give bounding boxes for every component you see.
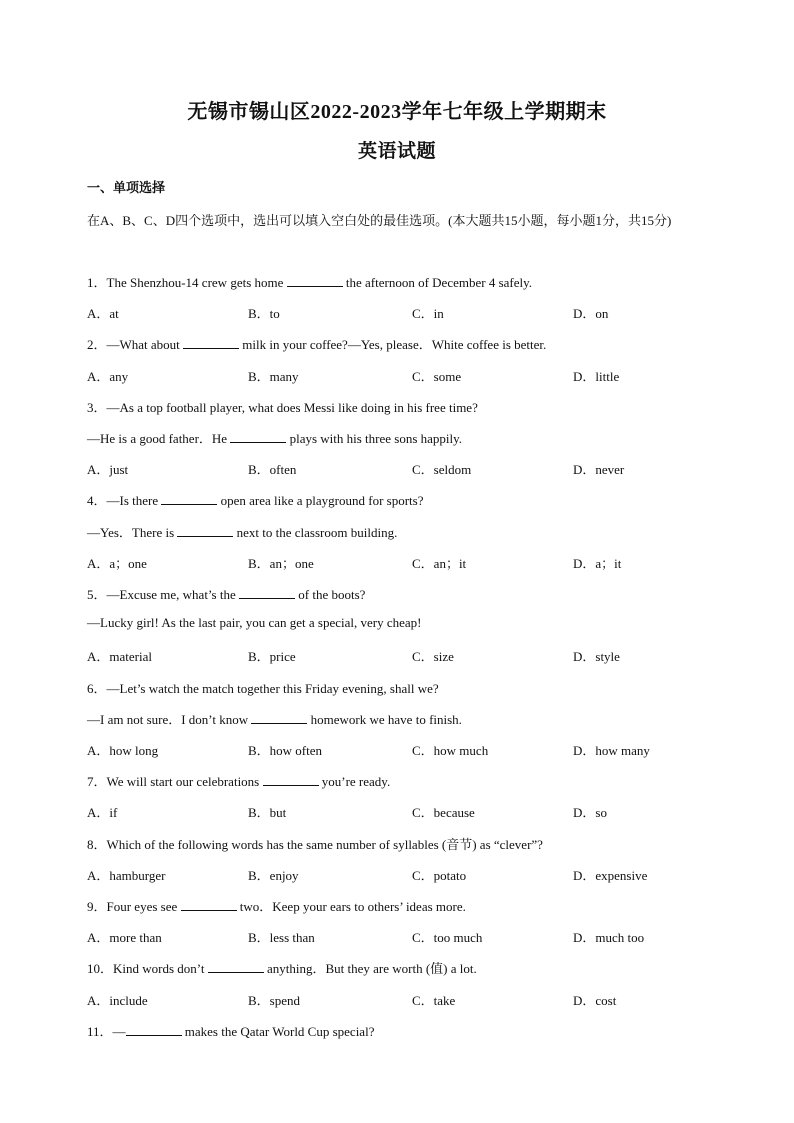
- question-6-line: [87, 678, 439, 697]
- option-a: A．a；one: [87, 555, 147, 571]
- question-text: 2．—What about: [87, 337, 184, 353]
- question-4-line: [87, 490, 424, 509]
- option-a: A．include: [87, 992, 148, 1008]
- answer-blank: [183, 338, 239, 349]
- question-text: 10．Kind words don’t: [87, 961, 208, 977]
- question-text: —Lucky girl! As the last pair, you can get a special, very cheap!: [87, 615, 422, 631]
- question-11-line: [87, 1021, 374, 1040]
- question-5-line: [87, 615, 421, 631]
- option-c: C．in: [412, 306, 444, 322]
- option-c: C．how much: [412, 743, 489, 758]
- question-text: 1．The Shenzhou-14 crew gets home: [87, 275, 287, 290]
- question-text: anything．But they are worth (值) a lot.: [263, 961, 477, 977]
- answer-blank: [251, 713, 307, 724]
- answer-blank: [161, 494, 217, 505]
- question-text: makes the Qatar World Cup special?: [181, 1023, 375, 1039]
- option-b: B．how often: [248, 743, 323, 758]
- option-b: B．price: [248, 649, 296, 665]
- answer-blank: [126, 1025, 182, 1036]
- option-a: A．more than: [87, 930, 162, 946]
- option-b: B．less than: [248, 930, 315, 946]
- question-text: plays with his three sons happily.: [286, 431, 463, 446]
- option-d: D．much too: [573, 930, 645, 946]
- option-a: A．how long: [87, 743, 159, 758]
- option-b: B．often: [248, 462, 297, 478]
- question-text: 8．Which of the following words has the same number of syllables (音节) as “clever”?: [87, 836, 543, 852]
- option-a: A．just: [87, 462, 129, 478]
- question-2-line: [87, 334, 546, 353]
- answer-blank: [230, 432, 286, 443]
- question-text: —I am not sure．I don’t know: [87, 711, 252, 727]
- answer-blank: [177, 526, 233, 537]
- question-3-line: [87, 428, 462, 447]
- option-b: B．spend: [248, 992, 301, 1008]
- option-a: A．material: [87, 649, 152, 665]
- question-9-line: [87, 896, 466, 915]
- question-text: you’re ready.: [318, 774, 391, 790]
- option-c: C．potato: [412, 867, 467, 883]
- option-c: C．seldom: [412, 462, 472, 478]
- question-text: 6．—Let’s watch the match together this Friday evening, shall we?: [87, 680, 439, 696]
- option-c: C．because: [412, 805, 475, 821]
- question-text: 5．—Excuse me, what’s the: [87, 587, 239, 602]
- option-d: D．expensive: [573, 867, 648, 883]
- option-a: A．at: [87, 306, 119, 322]
- exam-title: 无锡市锡山区2022-2023学年七年级上学期期末: [187, 101, 607, 123]
- instructions: 在A、B、C、D四个选项中，选出可以填入空白处的最佳选项。(本大题共15小题，每小题1分，共15分): [87, 213, 672, 228]
- option-c: C．take: [412, 992, 456, 1008]
- question-text: 4．—Is there: [87, 493, 162, 509]
- option-c: C．size: [412, 649, 454, 665]
- question-text: milk in your coffee?—Yes, please．White coffee is better.: [239, 337, 547, 353]
- section-heading: 一、单项选择: [87, 180, 166, 195]
- option-c: C．an；it: [412, 555, 467, 571]
- question-text: next to the classroom building.: [233, 524, 398, 540]
- option-b: B．to: [248, 306, 280, 322]
- question-3-line: [87, 397, 478, 416]
- question-text: the afternoon of December 4 safely.: [342, 275, 533, 290]
- option-b: B．many: [248, 368, 299, 384]
- question-text: homework we have to finish.: [307, 711, 462, 727]
- question-5-line: [87, 584, 365, 603]
- option-c: C．too much: [412, 930, 483, 946]
- option-d: D．so: [573, 805, 607, 821]
- answer-blank: [239, 588, 295, 599]
- option-a: A．any: [87, 368, 129, 384]
- question-text: open area like a playground for sports?: [217, 493, 424, 509]
- answer-blank: [287, 276, 343, 287]
- option-b: B．an；one: [248, 555, 314, 571]
- option-d: D．cost: [573, 992, 617, 1008]
- question-text: 11．—: [87, 1023, 126, 1039]
- option-d: D．how many: [573, 743, 650, 758]
- option-d: D．a；it: [573, 555, 622, 571]
- question-text: 9．Four eyes see: [87, 899, 181, 914]
- option-d: D．little: [573, 368, 620, 384]
- question-text: 3．—As a top football player, what does Messi like doing in his free time?: [87, 399, 478, 415]
- question-text: —Yes．There is: [87, 524, 178, 540]
- option-d: D．style: [573, 649, 620, 665]
- option-d: D．on: [573, 306, 609, 322]
- question-1-line: [87, 272, 532, 291]
- answer-blank: [263, 775, 319, 786]
- option-a: A．if: [87, 805, 118, 821]
- exam-subtitle: 英语试题: [357, 141, 436, 162]
- option-a: A．hamburger: [87, 867, 166, 883]
- question-7-line: [87, 771, 390, 790]
- answer-blank: [181, 900, 237, 911]
- question-6-line: [87, 709, 462, 728]
- option-b: B．enjoy: [248, 867, 299, 883]
- question-8-line: [87, 834, 543, 853]
- answer-blank: [208, 962, 264, 973]
- question-text: 7．We will start our celebrations: [87, 774, 263, 790]
- option-b: B．but: [248, 805, 287, 821]
- question-text: two．Keep your ears to others’ ideas more.: [236, 899, 466, 914]
- option-d: D．never: [573, 462, 625, 478]
- option-c: C．some: [412, 368, 462, 384]
- question-4-line: [87, 522, 397, 541]
- question-10-line: [87, 958, 477, 977]
- question-text: of the boots?: [295, 587, 366, 602]
- question-text: —He is a good father．He: [87, 431, 231, 446]
